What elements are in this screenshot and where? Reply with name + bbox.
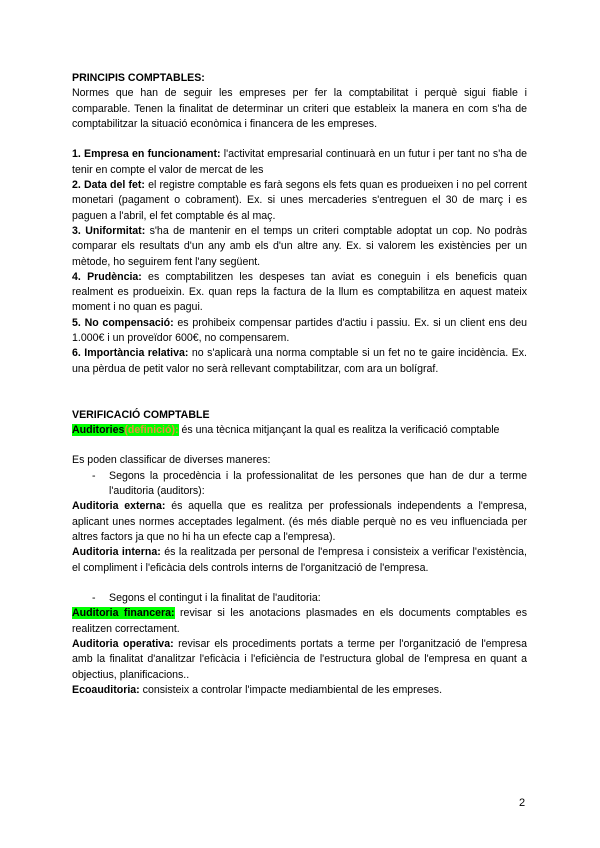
- financera-text: revisar si les anotacions plasmades en els documents comptables es realitzen correctament.: [72, 607, 527, 635]
- externa-label: Auditoria externa:: [72, 500, 166, 513]
- principle-text: el registre comptable es farà segons els fets quan es produeixen i no pel corrent monetari (pagament o cobrament). Ex. si unes mercaderies s'entreguen el 30 de març i es paguen a l'abril, el fet comptable és al maç.: [72, 179, 527, 222]
- operativa-text: revisar els procediments portats a terme per l'organització de l'empresa amb la finalitat d'analitzar l'eficàcia i l'eficiència de l'estructura global de l'empresa en quant a objectius, planificacions..: [72, 637, 527, 681]
- bullet-dash: -: [92, 469, 96, 482]
- principle-label: 5. No compensació:: [72, 316, 174, 329]
- auditoria-externa: [72, 499, 527, 545]
- principle-item: [72, 224, 527, 270]
- bullet-item-contingut: [72, 591, 527, 606]
- classify-intro: Es poden classificar de diverses maneres:: [72, 454, 271, 467]
- principle-label: 3. Uniformitat:: [72, 224, 146, 237]
- financera-label: Auditoria financera:: [72, 607, 175, 620]
- principle-label: 4. Prudència:: [72, 270, 142, 283]
- bullet-text: Segons el contingut i la finalitat de l'auditoria:: [109, 592, 321, 605]
- auditories-term: Auditories: [72, 423, 125, 436]
- auditoria-interna: [72, 545, 527, 576]
- principle-item: [72, 316, 527, 347]
- operativa-label: Auditoria operativa:: [72, 637, 174, 650]
- principle-item: [72, 270, 527, 316]
- principle-text: es prohibeix compensar partides d'actiu i passiu. Ex. si un client ens deu 1.000€ i un proveïdor 600€, no compensarem.: [72, 316, 527, 345]
- principle-label: 1. Empresa en funcionament:: [72, 148, 221, 161]
- bullet-text: Segons la procedència i la professionalitat de les persones que han de dur a terme l'auditoria (auditors):: [109, 469, 527, 498]
- principle-text: s'ha de mantenir en el temps un criteri comptable adoptat un cop. No podràs comparar els resultats d'un any amb els d'un altre any. Ex. si valorem les existències per un mètode, ho seguirem fent l'any següent.: [72, 224, 527, 268]
- eco-text: consisteix a controlar l'impacte mediambiental de les empreses.: [139, 683, 443, 696]
- auditories-definition: [72, 423, 527, 438]
- principis-intro: Normes que han de seguir les empreses per fer la comptabilitat i perquè sigui fiable i comparable. Tenen la finalitat de determinar un criteri que estableix la manera en com s'ha de comptabilitzar la situació econòmica i financera de les empreses.: [72, 87, 527, 130]
- bullet-dash: -: [92, 592, 96, 605]
- principle-text: no s'aplicarà una norma comptable si un fet no te gaire incidència. Ex. una pèrdua de petit valor no serà rellevant comptabilitzar, com ara un bolígraf.: [72, 347, 528, 375]
- principle-text: es comptabilitzen les despeses tan aviat es coneguin i els beneficis quan realment es produeixin. Ex. quan reps la factura de la llum es comptabilitza en aquest mateix moment i no quan es pagui.: [72, 270, 528, 314]
- principle-text: l'activitat empresarial continuarà en un futur i per tant no s'ha de tenir en compte el valor de mercat de les: [72, 148, 527, 176]
- bullet-item-procedencia: [72, 469, 527, 500]
- auditoria-financera: [72, 606, 527, 637]
- verificacio-heading: VERIFICACIÓ COMPTABLE: [72, 408, 210, 421]
- definition-text: és una tècnica mitjançant la qual es realitza la verificació comptable: [178, 423, 500, 436]
- principle-label: 6. Importància relativa:: [72, 347, 189, 360]
- principle-item: [72, 346, 527, 377]
- principle-label: 2. Data del fet:: [72, 179, 145, 192]
- page-content: [72, 71, 527, 698]
- ecoauditoria: [72, 683, 527, 698]
- principle-item: [72, 147, 527, 178]
- interna-text: és la realitzada per personal de l'empresa i consisteix a verificar l'existència, el compliment i l'eficàcia dels controls interns de l'organització de l'empresa.: [72, 546, 527, 574]
- principis-heading: PRINCIPIS COMPTABLES:: [72, 72, 205, 84]
- interna-label: Auditoria interna:: [72, 546, 161, 559]
- definicio-note: (definició):: [124, 423, 179, 436]
- principle-item: [72, 178, 527, 224]
- externa-text: és aquella que es realitza per professionals independents a l'empresa, aplicant unes normes acceptades legalment. (és més diable perquè no es veu influenciada per altres factors ja que no hi ha un efecte cap a l'empresa).: [72, 500, 527, 543]
- page-number: 2: [519, 797, 526, 809]
- auditoria-operativa: [72, 637, 527, 683]
- eco-label: Ecoauditoria:: [72, 683, 140, 696]
